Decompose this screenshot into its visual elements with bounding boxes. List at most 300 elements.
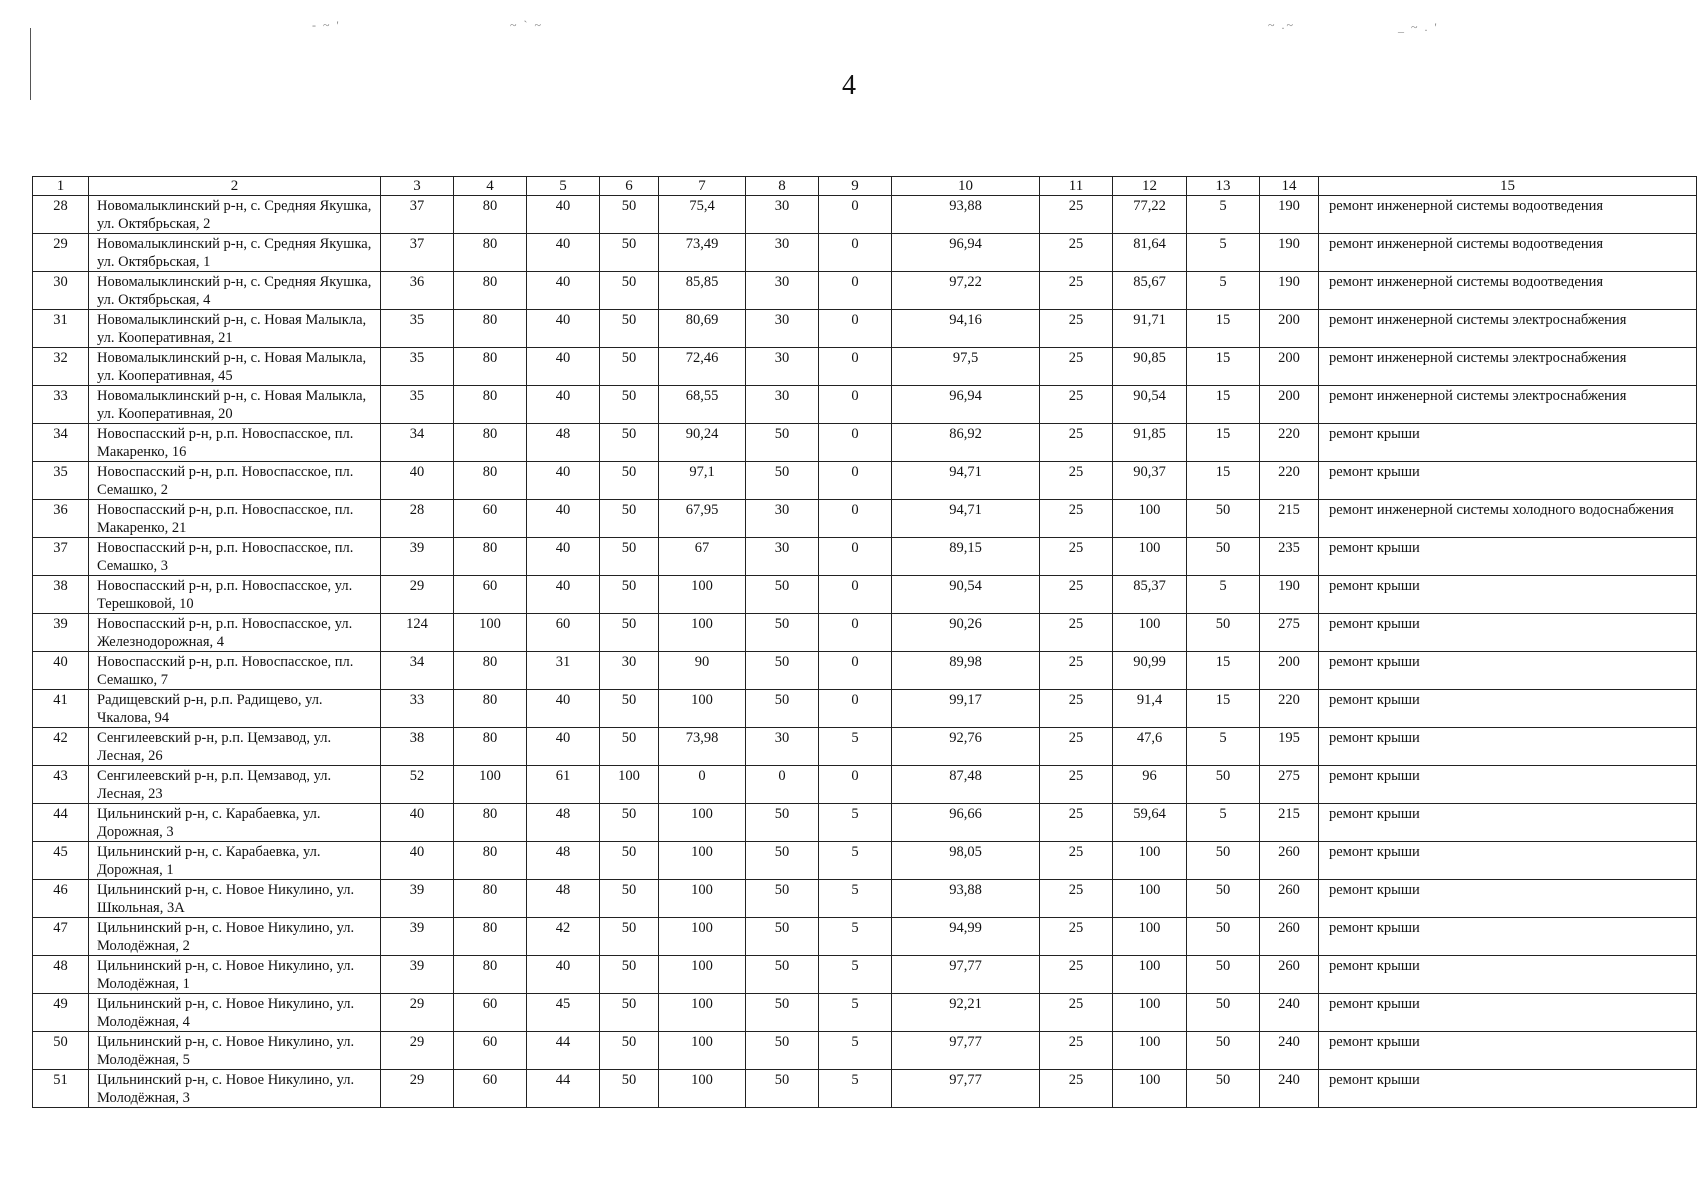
value-cell: 0 xyxy=(659,766,746,804)
value-cell: 80 xyxy=(454,880,527,918)
value-cell: 50 xyxy=(600,994,659,1032)
address-cell: Новоспасский р-н, р.п. Новоспасское, пл. Макаренко, 16 xyxy=(89,424,381,462)
value-cell: 25 xyxy=(1040,956,1113,994)
value-cell: 50 xyxy=(1187,842,1260,880)
value-cell: 50 xyxy=(1187,766,1260,804)
value-cell: 0 xyxy=(819,424,892,462)
value-cell: 50 xyxy=(746,652,819,690)
value-cell: 50 xyxy=(600,956,659,994)
value-cell: 25 xyxy=(1040,424,1113,462)
value-cell: 97,1 xyxy=(659,462,746,500)
value-cell: 25 xyxy=(1040,500,1113,538)
value-cell: 97,77 xyxy=(892,1070,1040,1108)
value-cell: 100 xyxy=(1113,880,1187,918)
value-cell: 5 xyxy=(1187,804,1260,842)
value-cell: 25 xyxy=(1040,614,1113,652)
column-header: 10 xyxy=(892,177,1040,196)
column-header: 13 xyxy=(1187,177,1260,196)
value-cell: 29 xyxy=(381,1070,454,1108)
value-cell: 25 xyxy=(1040,538,1113,576)
value-cell: 98,05 xyxy=(892,842,1040,880)
value-cell: 44 xyxy=(527,1032,600,1070)
value-cell: 15 xyxy=(1187,310,1260,348)
row-number-cell: 41 xyxy=(33,690,89,728)
value-cell: 30 xyxy=(746,348,819,386)
value-cell: 93,88 xyxy=(892,196,1040,234)
value-cell: 80 xyxy=(454,234,527,272)
value-cell: 100 xyxy=(659,994,746,1032)
work-type-cell: ремонт инженерной системы электроснабжения xyxy=(1319,310,1697,348)
table-row xyxy=(33,234,1697,272)
value-cell: 50 xyxy=(746,1032,819,1070)
address-cell: Новоспасский р-н, р.п. Новоспасское, пл. Семашко, 7 xyxy=(89,652,381,690)
value-cell: 30 xyxy=(746,234,819,272)
work-type-cell: ремонт крыши xyxy=(1319,614,1697,652)
work-type-cell: ремонт крыши xyxy=(1319,804,1697,842)
value-cell: 0 xyxy=(819,234,892,272)
column-header: 5 xyxy=(527,177,600,196)
repair-works-table xyxy=(32,176,1697,1108)
value-cell: 50 xyxy=(746,690,819,728)
value-cell: 29 xyxy=(381,576,454,614)
value-cell: 96,94 xyxy=(892,386,1040,424)
value-cell: 60 xyxy=(527,614,600,652)
row-number-cell: 40 xyxy=(33,652,89,690)
value-cell: 100 xyxy=(659,1070,746,1108)
row-number-cell: 38 xyxy=(33,576,89,614)
column-header: 6 xyxy=(600,177,659,196)
value-cell: 38 xyxy=(381,728,454,766)
row-number-cell: 45 xyxy=(33,842,89,880)
value-cell: 50 xyxy=(1187,880,1260,918)
value-cell: 220 xyxy=(1260,424,1319,462)
value-cell: 90,37 xyxy=(1113,462,1187,500)
row-number-cell: 35 xyxy=(33,462,89,500)
value-cell: 50 xyxy=(746,956,819,994)
value-cell: 48 xyxy=(527,880,600,918)
value-cell: 5 xyxy=(819,728,892,766)
value-cell: 50 xyxy=(600,386,659,424)
value-cell: 31 xyxy=(527,652,600,690)
value-cell: 97,22 xyxy=(892,272,1040,310)
value-cell: 50 xyxy=(600,462,659,500)
value-cell: 25 xyxy=(1040,1032,1113,1070)
row-number-cell: 30 xyxy=(33,272,89,310)
value-cell: 48 xyxy=(527,842,600,880)
value-cell: 0 xyxy=(819,652,892,690)
value-cell: 80 xyxy=(454,424,527,462)
value-cell: 200 xyxy=(1260,310,1319,348)
value-cell: 30 xyxy=(746,386,819,424)
table-row xyxy=(33,348,1697,386)
value-cell: 60 xyxy=(454,994,527,1032)
table-row xyxy=(33,956,1697,994)
column-header: 7 xyxy=(659,177,746,196)
value-cell: 100 xyxy=(659,614,746,652)
value-cell: 25 xyxy=(1040,576,1113,614)
value-cell: 80 xyxy=(454,804,527,842)
table-row xyxy=(33,196,1697,234)
value-cell: 25 xyxy=(1040,842,1113,880)
column-number-row xyxy=(33,177,1697,196)
work-type-cell: ремонт инженерной системы водоотведения xyxy=(1319,272,1697,310)
value-cell: 50 xyxy=(600,690,659,728)
work-type-cell: ремонт крыши xyxy=(1319,1070,1697,1108)
value-cell: 50 xyxy=(1187,1032,1260,1070)
value-cell: 80 xyxy=(454,538,527,576)
value-cell: 37 xyxy=(381,234,454,272)
value-cell: 15 xyxy=(1187,386,1260,424)
value-cell: 50 xyxy=(600,880,659,918)
column-header: 9 xyxy=(819,177,892,196)
value-cell: 89,98 xyxy=(892,652,1040,690)
value-cell: 25 xyxy=(1040,462,1113,500)
value-cell: 97,5 xyxy=(892,348,1040,386)
table-row xyxy=(33,272,1697,310)
value-cell: 90 xyxy=(659,652,746,690)
value-cell: 0 xyxy=(819,576,892,614)
value-cell: 200 xyxy=(1260,348,1319,386)
value-cell: 48 xyxy=(527,424,600,462)
address-cell: Новомалыклинский р-н, с. Средняя Якушка, ул. Октябрьская, 2 xyxy=(89,196,381,234)
value-cell: 220 xyxy=(1260,690,1319,728)
value-cell: 260 xyxy=(1260,956,1319,994)
address-cell: Цильнинский р-н, с. Новое Никулино, ул. Молодёжная, 3 xyxy=(89,1070,381,1108)
value-cell: 85,67 xyxy=(1113,272,1187,310)
address-cell: Цильнинский р-н, с. Новое Никулино, ул. Молодёжная, 5 xyxy=(89,1032,381,1070)
value-cell: 50 xyxy=(600,576,659,614)
value-cell: 5 xyxy=(819,994,892,1032)
value-cell: 190 xyxy=(1260,234,1319,272)
value-cell: 100 xyxy=(1113,538,1187,576)
work-type-cell: ремонт инженерной системы водоотведения xyxy=(1319,234,1697,272)
value-cell: 0 xyxy=(819,614,892,652)
value-cell: 195 xyxy=(1260,728,1319,766)
value-cell: 5 xyxy=(819,1032,892,1070)
value-cell: 235 xyxy=(1260,538,1319,576)
work-type-cell: ремонт крыши xyxy=(1319,880,1697,918)
value-cell: 50 xyxy=(746,918,819,956)
value-cell: 94,99 xyxy=(892,918,1040,956)
value-cell: 5 xyxy=(1187,272,1260,310)
value-cell: 30 xyxy=(746,272,819,310)
value-cell: 67,95 xyxy=(659,500,746,538)
value-cell: 45 xyxy=(527,994,600,1032)
value-cell: 61 xyxy=(527,766,600,804)
value-cell: 50 xyxy=(600,804,659,842)
table-row xyxy=(33,652,1697,690)
work-type-cell: ремонт крыши xyxy=(1319,918,1697,956)
value-cell: 80 xyxy=(454,310,527,348)
work-type-cell: ремонт крыши xyxy=(1319,690,1697,728)
work-type-cell: ремонт крыши xyxy=(1319,652,1697,690)
value-cell: 25 xyxy=(1040,348,1113,386)
value-cell: 50 xyxy=(600,1070,659,1108)
table-row xyxy=(33,1070,1697,1108)
value-cell: 30 xyxy=(746,196,819,234)
value-cell: 100 xyxy=(659,918,746,956)
work-type-cell: ремонт крыши xyxy=(1319,1032,1697,1070)
value-cell: 100 xyxy=(454,766,527,804)
value-cell: 25 xyxy=(1040,386,1113,424)
value-cell: 100 xyxy=(1113,500,1187,538)
value-cell: 5 xyxy=(819,880,892,918)
value-cell: 36 xyxy=(381,272,454,310)
value-cell: 190 xyxy=(1260,576,1319,614)
value-cell: 25 xyxy=(1040,196,1113,234)
value-cell: 15 xyxy=(1187,652,1260,690)
value-cell: 240 xyxy=(1260,994,1319,1032)
value-cell: 50 xyxy=(600,614,659,652)
address-cell: Сенгилеевский р-н, р.п. Цемзавод, ул. Лесная, 23 xyxy=(89,766,381,804)
value-cell: 97,77 xyxy=(892,1032,1040,1070)
value-cell: 25 xyxy=(1040,1070,1113,1108)
value-cell: 0 xyxy=(819,348,892,386)
value-cell: 50 xyxy=(1187,500,1260,538)
value-cell: 80 xyxy=(454,842,527,880)
value-cell: 0 xyxy=(819,196,892,234)
value-cell: 50 xyxy=(600,1032,659,1070)
value-cell: 40 xyxy=(381,804,454,842)
value-cell: 190 xyxy=(1260,272,1319,310)
value-cell: 40 xyxy=(381,842,454,880)
value-cell: 0 xyxy=(819,690,892,728)
value-cell: 59,64 xyxy=(1113,804,1187,842)
value-cell: 91,85 xyxy=(1113,424,1187,462)
value-cell: 15 xyxy=(1187,462,1260,500)
value-cell: 5 xyxy=(1187,234,1260,272)
work-type-cell: ремонт крыши xyxy=(1319,424,1697,462)
work-type-cell: ремонт крыши xyxy=(1319,728,1697,766)
value-cell: 60 xyxy=(454,576,527,614)
value-cell: 124 xyxy=(381,614,454,652)
value-cell: 80 xyxy=(454,918,527,956)
value-cell: 39 xyxy=(381,538,454,576)
value-cell: 100 xyxy=(1113,1032,1187,1070)
row-number-cell: 34 xyxy=(33,424,89,462)
column-header: 15 xyxy=(1319,177,1697,196)
row-number-cell: 48 xyxy=(33,956,89,994)
address-cell: Радищевский р-н, р.п. Радищево, ул. Чкалова, 94 xyxy=(89,690,381,728)
value-cell: 50 xyxy=(1187,956,1260,994)
table-row xyxy=(33,842,1697,880)
value-cell: 15 xyxy=(1187,424,1260,462)
value-cell: 5 xyxy=(819,1070,892,1108)
value-cell: 35 xyxy=(381,386,454,424)
address-cell: Новомалыклинский р-н, с. Новая Малыкла, ул. Кооперативная, 45 xyxy=(89,348,381,386)
value-cell: 50 xyxy=(746,462,819,500)
value-cell: 0 xyxy=(746,766,819,804)
address-cell: Новоспасский р-н, р.п. Новоспасское, пл. Семашко, 3 xyxy=(89,538,381,576)
table-row xyxy=(33,1032,1697,1070)
value-cell: 40 xyxy=(527,690,600,728)
value-cell: 50 xyxy=(1187,918,1260,956)
column-header: 8 xyxy=(746,177,819,196)
column-header: 3 xyxy=(381,177,454,196)
value-cell: 47,6 xyxy=(1113,728,1187,766)
value-cell: 92,21 xyxy=(892,994,1040,1032)
value-cell: 80 xyxy=(454,386,527,424)
value-cell: 0 xyxy=(819,272,892,310)
address-cell: Новоспасский р-н, р.п. Новоспасское, пл. Макаренко, 21 xyxy=(89,500,381,538)
value-cell: 39 xyxy=(381,880,454,918)
value-cell: 50 xyxy=(600,348,659,386)
value-cell: 50 xyxy=(600,500,659,538)
value-cell: 50 xyxy=(600,272,659,310)
column-header: 1 xyxy=(33,177,89,196)
work-type-cell: ремонт крыши xyxy=(1319,538,1697,576)
value-cell: 100 xyxy=(1113,614,1187,652)
column-header: 14 xyxy=(1260,177,1319,196)
table-row xyxy=(33,500,1697,538)
value-cell: 25 xyxy=(1040,728,1113,766)
value-cell: 100 xyxy=(454,614,527,652)
value-cell: 90,54 xyxy=(892,576,1040,614)
table-row xyxy=(33,462,1697,500)
value-cell: 5 xyxy=(1187,576,1260,614)
value-cell: 86,92 xyxy=(892,424,1040,462)
value-cell: 40 xyxy=(527,234,600,272)
value-cell: 190 xyxy=(1260,196,1319,234)
work-type-cell: ремонт инженерной системы водоотведения xyxy=(1319,196,1697,234)
table-row xyxy=(33,880,1697,918)
value-cell: 48 xyxy=(527,804,600,842)
value-cell: 35 xyxy=(381,348,454,386)
value-cell: 80 xyxy=(454,728,527,766)
column-header: 4 xyxy=(454,177,527,196)
value-cell: 40 xyxy=(527,462,600,500)
table-row xyxy=(33,766,1697,804)
value-cell: 37 xyxy=(381,196,454,234)
table-row xyxy=(33,424,1697,462)
value-cell: 5 xyxy=(819,804,892,842)
value-cell: 200 xyxy=(1260,652,1319,690)
value-cell: 5 xyxy=(819,842,892,880)
value-cell: 96,66 xyxy=(892,804,1040,842)
row-number-cell: 47 xyxy=(33,918,89,956)
value-cell: 90,99 xyxy=(1113,652,1187,690)
value-cell: 94,71 xyxy=(892,462,1040,500)
value-cell: 60 xyxy=(454,1032,527,1070)
value-cell: 5 xyxy=(1187,728,1260,766)
value-cell: 93,88 xyxy=(892,880,1040,918)
value-cell: 0 xyxy=(819,386,892,424)
value-cell: 260 xyxy=(1260,918,1319,956)
value-cell: 100 xyxy=(600,766,659,804)
address-cell: Новомалыклинский р-н, с. Средняя Якушка, ул. Октябрьская, 4 xyxy=(89,272,381,310)
value-cell: 100 xyxy=(1113,994,1187,1032)
value-cell: 50 xyxy=(1187,614,1260,652)
value-cell: 100 xyxy=(1113,918,1187,956)
address-cell: Цильнинский р-н, с. Карабаевка, ул. Дорожная, 3 xyxy=(89,804,381,842)
value-cell: 90,24 xyxy=(659,424,746,462)
value-cell: 50 xyxy=(746,994,819,1032)
value-cell: 28 xyxy=(381,500,454,538)
value-cell: 91,4 xyxy=(1113,690,1187,728)
value-cell: 81,64 xyxy=(1113,234,1187,272)
work-type-cell: ремонт крыши xyxy=(1319,994,1697,1032)
address-cell: Новомалыклинский р-н, с. Новая Малыкла, ул. Кооперативная, 20 xyxy=(89,386,381,424)
value-cell: 50 xyxy=(746,880,819,918)
value-cell: 97,77 xyxy=(892,956,1040,994)
table-row xyxy=(33,728,1697,766)
value-cell: 90,54 xyxy=(1113,386,1187,424)
value-cell: 25 xyxy=(1040,652,1113,690)
value-cell: 100 xyxy=(659,804,746,842)
value-cell: 60 xyxy=(454,1070,527,1108)
value-cell: 25 xyxy=(1040,272,1113,310)
value-cell: 25 xyxy=(1040,690,1113,728)
value-cell: 215 xyxy=(1260,804,1319,842)
value-cell: 99,17 xyxy=(892,690,1040,728)
value-cell: 15 xyxy=(1187,348,1260,386)
value-cell: 100 xyxy=(1113,1070,1187,1108)
address-cell: Цильнинский р-н, с. Новое Никулино, ул. Молодёжная, 1 xyxy=(89,956,381,994)
value-cell: 80 xyxy=(454,462,527,500)
value-cell: 89,15 xyxy=(892,538,1040,576)
value-cell: 73,49 xyxy=(659,234,746,272)
table-row xyxy=(33,918,1697,956)
value-cell: 50 xyxy=(600,310,659,348)
value-cell: 25 xyxy=(1040,804,1113,842)
row-number-cell: 32 xyxy=(33,348,89,386)
value-cell: 50 xyxy=(1187,1070,1260,1108)
value-cell: 50 xyxy=(600,842,659,880)
value-cell: 52 xyxy=(381,766,454,804)
value-cell: 80 xyxy=(454,690,527,728)
work-type-cell: ремонт инженерной системы холодного водоснабжения xyxy=(1319,500,1697,538)
value-cell: 50 xyxy=(600,196,659,234)
page-number: 4 xyxy=(842,70,856,101)
address-cell: Цильнинский р-н, с. Карабаевка, ул. Дорожная, 1 xyxy=(89,842,381,880)
value-cell: 90,85 xyxy=(1113,348,1187,386)
row-number-cell: 37 xyxy=(33,538,89,576)
value-cell: 44 xyxy=(527,1070,600,1108)
table-row xyxy=(33,386,1697,424)
value-cell: 15 xyxy=(1187,690,1260,728)
value-cell: 0 xyxy=(819,500,892,538)
address-cell: Новоспасский р-н, р.п. Новоспасское, ул. Железнодорожная, 4 xyxy=(89,614,381,652)
work-type-cell: ремонт крыши xyxy=(1319,576,1697,614)
value-cell: 100 xyxy=(659,576,746,614)
value-cell: 77,22 xyxy=(1113,196,1187,234)
value-cell: 0 xyxy=(819,310,892,348)
value-cell: 25 xyxy=(1040,766,1113,804)
value-cell: 72,46 xyxy=(659,348,746,386)
value-cell: 5 xyxy=(819,918,892,956)
value-cell: 50 xyxy=(746,1070,819,1108)
value-cell: 80 xyxy=(454,652,527,690)
value-cell: 94,71 xyxy=(892,500,1040,538)
value-cell: 50 xyxy=(1187,538,1260,576)
work-type-cell: ремонт крыши xyxy=(1319,462,1697,500)
value-cell: 50 xyxy=(600,918,659,956)
value-cell: 25 xyxy=(1040,310,1113,348)
value-cell: 100 xyxy=(659,956,746,994)
address-cell: Новоспасский р-н, р.п. Новоспасское, пл. Семашко, 2 xyxy=(89,462,381,500)
value-cell: 85,37 xyxy=(1113,576,1187,614)
value-cell: 40 xyxy=(527,538,600,576)
data-table-container xyxy=(32,176,1674,1108)
column-header: 12 xyxy=(1113,177,1187,196)
value-cell: 100 xyxy=(659,880,746,918)
value-cell: 100 xyxy=(659,690,746,728)
value-cell: 100 xyxy=(1113,842,1187,880)
value-cell: 60 xyxy=(454,500,527,538)
value-cell: 33 xyxy=(381,690,454,728)
work-type-cell: ремонт крыши xyxy=(1319,766,1697,804)
value-cell: 100 xyxy=(659,842,746,880)
